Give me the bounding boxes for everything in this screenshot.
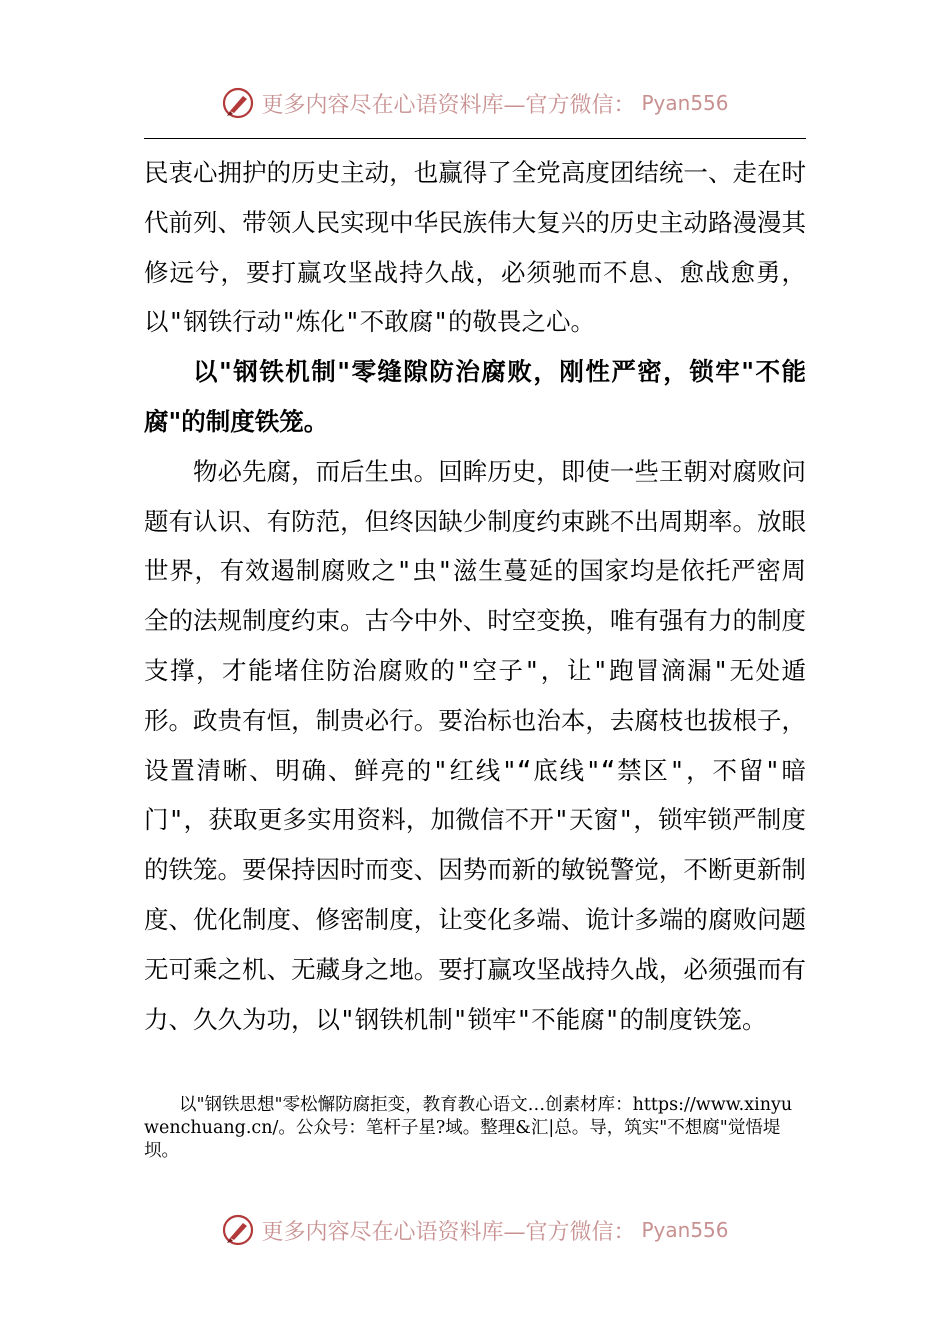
header-banner-text: 更多内容尽在心语资料库—官方微信： xyxy=(261,92,636,118)
section-heading: 以"钢铁机制"零缝隙防治腐败，刚性严密，锁牢"不能腐"的制度铁笼。 xyxy=(144,357,806,436)
header-banner xyxy=(221,86,728,120)
pen-logo-icon xyxy=(221,1213,255,1247)
paragraph-main: 物必先腐，而后生虫。回眸历史，即使一些王朝对腐败问题有认识、有防范，但终因缺少制度约束跳不出周期率。放眼世界，有效遏制腐败之"虫"滋生蔓延的国家均是依托严密周全的法规制度约束。古今中外、时空变换，唯有强有力的制度支撑，才能堵住防治腐败的"空子"，让"跑冒滴漏"无处遁形。政贵有恒，制贵必行。要治标也治本，去腐枝也拔根子，设置清晰、明确、鲜亮的"红线"“底线"“禁区"，不留"暗门"，获取更多实用资料，加微信不开"天窗"，锁牢锁严制度的铁笼。要保持因时而变、因势而新的敏锐警觉，不断更新制度、优化制度、修密制度，让变化多端、诡计多端的腐败问题无可乘之机、无藏身之地。要打赢攻坚战持久战，必须强而有力、久久为功，以"钢铁机制"锁牢"不能腐"的制度铁笼。 xyxy=(144,456,806,1034)
footer-banner-id: Pyan556 xyxy=(641,1218,729,1242)
pen-logo-icon xyxy=(221,86,255,120)
paragraph-continued: 民衷心拥护的历史主动，也赢得了全党高度团结统一、走在时代前列、带领人民实现中华民族伟大复兴的历史主动路漫漫其修远兮，要打赢攻坚战持久战，必须驰而不息、愈战愈勇，以"钢铁行动"炼化"不敢腐"的敬畏之心。 xyxy=(144,158,806,337)
header-banner-id: Pyan556 xyxy=(641,91,729,115)
document-body xyxy=(144,148,806,1044)
footer-banner-text: 更多内容尽在心语资料库—官方微信： xyxy=(261,1219,636,1245)
footnote-paragraph: 以"钢铁思想"零松懈防腐拒变，教育教心语文…创素材库：https://www.xinyuwenchuang.cn/。公众号：笔杆子星?域。整理&汇|总。导，筑实"不想腐"觉悟堤坝。 xyxy=(144,1095,793,1161)
footer-banner xyxy=(221,1213,728,1247)
page-header xyxy=(0,86,950,126)
header-divider xyxy=(144,138,806,139)
page-footer xyxy=(0,1213,950,1253)
